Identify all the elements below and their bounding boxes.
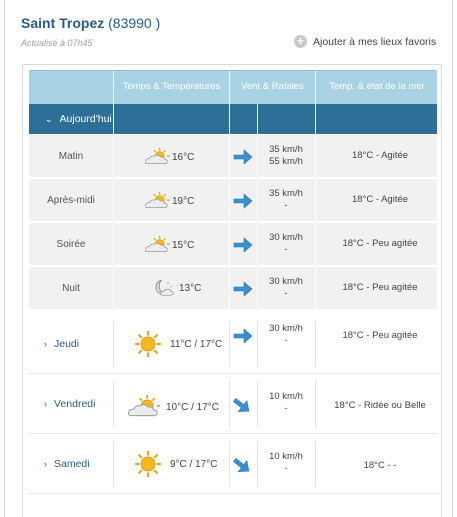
wind-value: 30 km/h bbox=[269, 276, 303, 287]
wind-value: 35 km/h bbox=[269, 188, 303, 199]
temperature-value: 19°C bbox=[172, 195, 195, 207]
wind-speed bbox=[258, 232, 314, 256]
today-row bbox=[29, 267, 437, 309]
wind-direction-icon bbox=[233, 193, 253, 209]
today-row bbox=[29, 179, 437, 221]
day-row[interactable] bbox=[29, 375, 437, 434]
period-temperature bbox=[143, 191, 194, 211]
wind-value: 35 km/h bbox=[269, 144, 303, 155]
wind-direction-icon bbox=[233, 328, 253, 344]
temperature-value: 16°C bbox=[172, 151, 195, 163]
wind-speed bbox=[258, 451, 314, 475]
today-bar[interactable] bbox=[29, 104, 437, 134]
gust-value: 55 km/h bbox=[269, 155, 303, 167]
chevron-right-icon: › bbox=[44, 459, 47, 469]
temperature-value: 15°C bbox=[172, 239, 195, 251]
day-temperature bbox=[134, 450, 217, 478]
period-temperature bbox=[143, 235, 194, 255]
sun-cloud-icon bbox=[143, 191, 173, 211]
sea-state: 18°C - Ridée ou Belle bbox=[334, 400, 426, 411]
wind-value: 30 km/h bbox=[269, 232, 303, 243]
moon-cloud-icon bbox=[152, 278, 176, 298]
postal-code: (83990 ) bbox=[108, 15, 161, 31]
day-link[interactable] bbox=[44, 315, 79, 373]
chevron-right-icon: › bbox=[44, 339, 47, 349]
wind-speed bbox=[258, 323, 314, 347]
gust-value: - bbox=[284, 402, 288, 414]
sea-state: 18°C - Peu agitée bbox=[342, 282, 418, 293]
wind-direction-icon bbox=[233, 281, 253, 297]
header-sea: Temp. & état de la mer bbox=[315, 71, 438, 104]
period-name: Soirée bbox=[56, 238, 86, 250]
chevron-right-icon: › bbox=[44, 399, 47, 409]
add-favorite-link[interactable] bbox=[294, 35, 436, 48]
city-name: Saint Tropez bbox=[21, 15, 105, 31]
table-header bbox=[29, 70, 437, 104]
sun-cloud-icon bbox=[125, 394, 165, 420]
today-row bbox=[29, 223, 437, 265]
wind-direction-icon bbox=[233, 396, 253, 416]
today-label: Aujourd'hui bbox=[59, 113, 112, 125]
temperature-range: 11°C / 17°C bbox=[170, 338, 223, 350]
day-name: Samedi bbox=[54, 458, 90, 470]
wind-speed bbox=[258, 391, 314, 415]
wind-speed bbox=[258, 276, 314, 300]
today-toggle[interactable] bbox=[45, 104, 112, 134]
plus-icon: + bbox=[294, 35, 307, 48]
header-wind: Vent & Rafales bbox=[229, 71, 315, 104]
gust-value: - bbox=[284, 243, 288, 255]
gust-value: - bbox=[284, 199, 288, 211]
wind-speed bbox=[258, 188, 314, 212]
wind-value: 30 km/h bbox=[269, 323, 303, 334]
chevron-down-icon: ⌄ bbox=[45, 114, 53, 124]
day-name: Vendredi bbox=[54, 398, 96, 410]
sun-icon bbox=[134, 330, 162, 358]
add-favorite-label: Ajouter à mes lieux favoris bbox=[313, 35, 437, 48]
sun-cloud-icon bbox=[143, 147, 173, 167]
sun-icon bbox=[134, 450, 162, 478]
wind-direction-icon bbox=[233, 456, 253, 476]
header-temp: Temps & Températures bbox=[113, 71, 229, 104]
sea-state: 18°C - - bbox=[363, 460, 397, 471]
temperature-value: 13°C bbox=[179, 282, 202, 294]
day-link[interactable] bbox=[44, 435, 90, 493]
period-name: Après-midi bbox=[47, 194, 95, 206]
wind-value: 10 km/h bbox=[269, 391, 303, 402]
day-temperature bbox=[134, 330, 222, 358]
wind-direction-icon bbox=[233, 149, 253, 165]
wind-value: 10 km/h bbox=[269, 451, 303, 462]
sea-state: 18°C - Peu agitée bbox=[342, 238, 418, 249]
page-title bbox=[21, 15, 160, 31]
forecast-table bbox=[22, 64, 442, 517]
sun-cloud-icon bbox=[143, 235, 173, 255]
period-temperature bbox=[143, 147, 194, 167]
wind-direction-icon bbox=[233, 237, 253, 253]
period-name: Nuit bbox=[62, 282, 80, 294]
sea-state: 18°C - Peu agitée bbox=[342, 330, 418, 341]
wind-speed bbox=[258, 144, 314, 168]
sea-state: 18°C - Agitée bbox=[351, 194, 409, 205]
temperature-range: 9°C / 17°C bbox=[170, 458, 218, 470]
day-name: Jeudi bbox=[54, 338, 80, 350]
day-row[interactable] bbox=[29, 315, 437, 374]
day-row[interactable] bbox=[29, 435, 437, 494]
update-time: Actualisé à 07h45 bbox=[21, 38, 93, 48]
today-row bbox=[29, 135, 437, 177]
gust-value: - bbox=[284, 287, 288, 299]
gust-value: - bbox=[284, 334, 288, 346]
gust-value: - bbox=[284, 462, 288, 474]
day-link[interactable] bbox=[44, 375, 95, 433]
period-name: Matin bbox=[58, 150, 84, 162]
period-temperature bbox=[152, 278, 201, 298]
sea-state: 18°C - Agitée bbox=[351, 150, 409, 161]
day-temperature bbox=[125, 394, 219, 420]
temperature-range: 10°C / 17°C bbox=[166, 401, 220, 413]
